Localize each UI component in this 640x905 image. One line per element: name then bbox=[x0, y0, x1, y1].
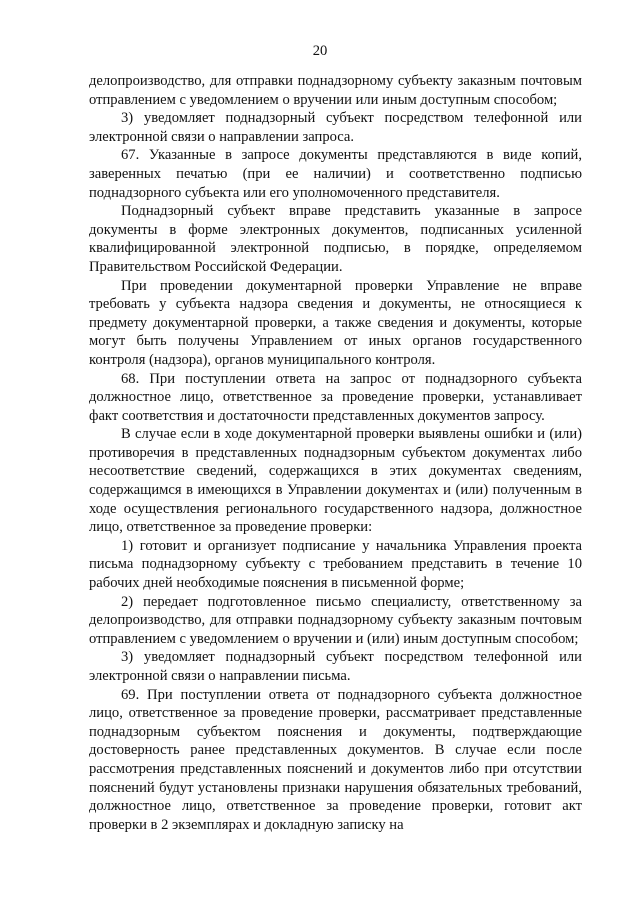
paragraph-clause-68: 68. При поступлении ответа на запрос от поднадзорного субъекта должностное лицо, ответственное за проведение проверки, устанавливает факт соответствия и достаточности представленных документов запросу. bbox=[89, 370, 582, 424]
paragraph-clause-67: 67. Указанные в запросе документы представляются в виде копий, заверенных печатью (при ее наличии) и соответственно подписью поднадзорного субъекта или его уполномоченного представителя. bbox=[89, 147, 582, 201]
paragraph-clause-69: 69. При поступлении ответа от поднадзорного субъекта должностное лицо, ответственное за проведение проверки, рассматривает представленные поднадзорным субъектом пояснения и документы, подтверждающие достоверность ранее представленных документов. В случае если после рассмотрения представленных пояснений и документов либо при отсутствии пояснений будут установлены признаки нарушения обязательных требований, должностное лицо, ответственное за проведение проверки, готовит акт проверки в 2 экземплярах и докладную записку на bbox=[89, 686, 582, 833]
paragraph-item-1: 1) готовит и организует подписание у начальника Управления проекта письма поднадзорному субъекту с требованием представить в течение 10 рабочих дней необходимые пояснения в письменной форме; bbox=[89, 537, 582, 592]
paragraph-item-3-request: 3) уведомляет поднадзорный субъект посредством телефонной или электронной связи о направлении запроса. bbox=[89, 110, 582, 145]
paragraph-electronic-documents: Поднадзорный субъект вправе представить указанные в запросе документы в форме электронных документов, подписанных усиленной квалифицированной электронной подписью, в порядке, определяемом Правительством Российской Федерации. bbox=[89, 203, 582, 275]
page-number: 20 bbox=[312, 43, 328, 59]
paragraph-errors-case: В случае если в ходе документарной проверки выявлены ошибки и (или) противоречия в представленных поднадзорным субъектом документах либо несоответствие сведений, содержащихся в этих документах сведениям, содержащимся в имеющихся в Управлении документах и (или) полученным в ходе осуществления регионального государственного надзора, должностное лицо, ответственное за проведение проверки: bbox=[89, 426, 582, 536]
paragraph-item-2: 2) передает подготовленное письмо специалисту, ответственному за делопроизводство, для отправки поднадзорному субъекту заказным почтовым отправлением с уведомлением о вручении и (или) иным доступным способом; bbox=[89, 593, 582, 647]
paragraph-restrictions: При проведении документарной проверки Управление не вправе требовать у субъекта надзора сведения и документы, не относящиеся к предмету документарной проверки, а также сведения и документы, которые могут быть получены Управлением от иных органов государственного контроля (надзора), органов муниципального контроля. bbox=[89, 277, 582, 368]
paragraph-item-3-letter: 3) уведомляет поднадзорный субъект посредством телефонной или электронной связи о направлении письма. bbox=[89, 649, 582, 684]
paragraph-continuation: делопроизводство, для отправки поднадзорному субъекту заказным почтовым отправлением с уведомлением о вручении или иным доступным способом; bbox=[89, 73, 582, 108]
document-body bbox=[89, 72, 582, 834]
